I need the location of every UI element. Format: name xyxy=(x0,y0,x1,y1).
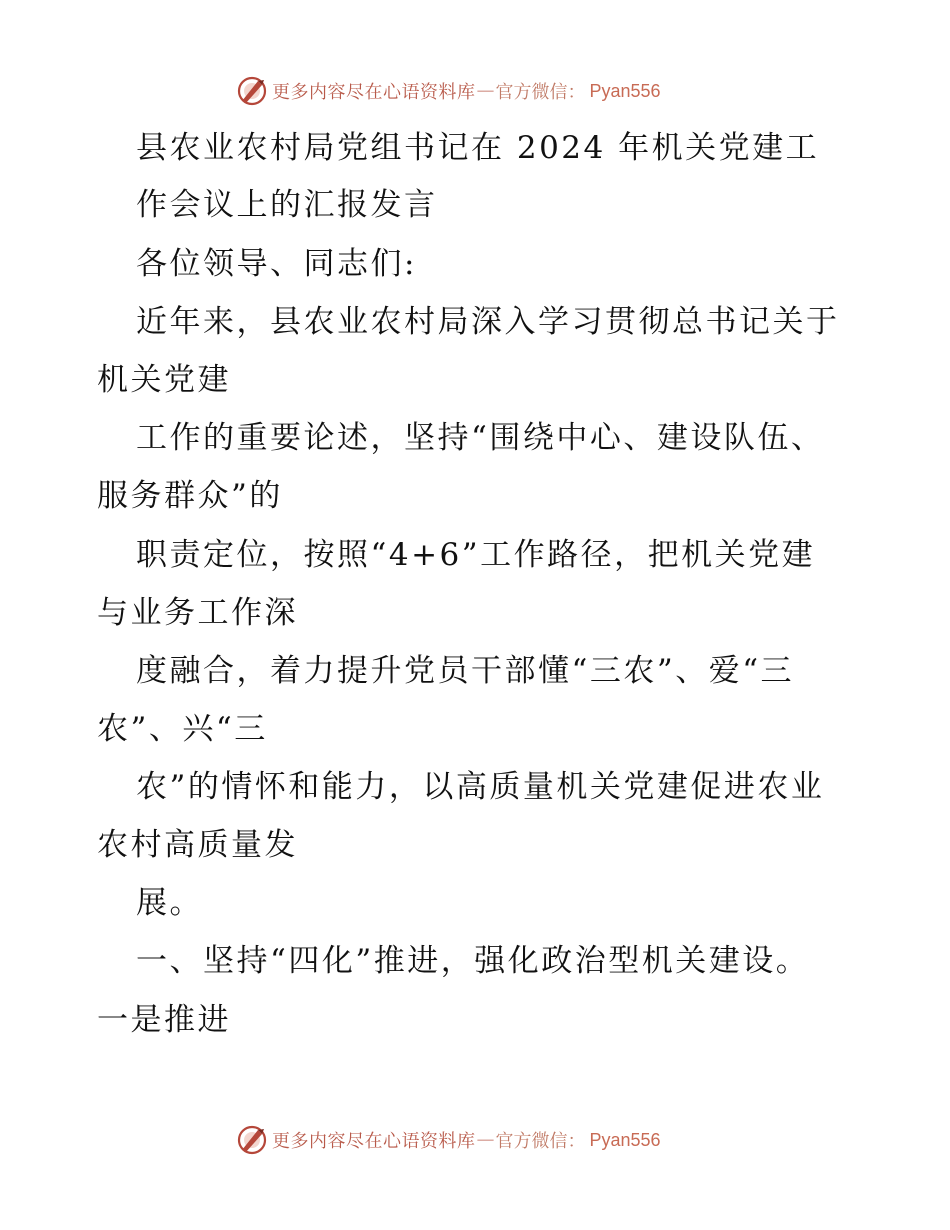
paragraph-line: 度融合，着力提升党员干部懂“三农”、爱“三 xyxy=(136,653,795,689)
footer-watermark xyxy=(236,1123,661,1157)
section-text-line: 一是推进 xyxy=(97,1002,231,1038)
paragraph-line: 农”、兴“三 xyxy=(97,711,268,747)
watermark-id: Pyan556 xyxy=(589,1129,661,1150)
paragraph-line: 工作的重要论述，坚持“围绕中心、建设队伍、 xyxy=(136,420,825,456)
paragraph-line: 服务群众”的 xyxy=(97,478,283,514)
watermark-text: 更多内容尽在心语资料库 xyxy=(272,1131,476,1152)
watermark-separator: — xyxy=(477,82,494,99)
paragraph-line: 近年来，县农业农村局深入学习贯彻总书记关于 xyxy=(136,304,840,340)
watermark-separator: — xyxy=(477,1131,494,1148)
watermark-id: Pyan556 xyxy=(589,80,661,101)
paragraph-line: 农”的情怀和能力，以高质量机关党建促进农业 xyxy=(136,769,825,805)
paragraph-line: 展。 xyxy=(136,885,203,921)
paragraph-line: 职责定位，按照“4+6”工作路径，把机关党建 xyxy=(136,537,816,573)
section-heading-line: 一、坚持“四化”推进，强化政治型机关建设。 xyxy=(136,943,810,979)
watermark-text: 更多内容尽在心语资料库 xyxy=(272,82,476,103)
pen-logo-icon xyxy=(236,1124,268,1156)
paragraph-line: 机关党建 xyxy=(97,362,231,398)
watermark-label: 官方微信： xyxy=(495,82,586,103)
title-line-2: 作会议上的汇报发言 xyxy=(136,187,438,223)
header-watermark xyxy=(236,74,661,108)
title-line-1: 县农业农村局党组书记在 2024 年机关党建工 xyxy=(136,130,820,166)
watermark-label: 官方微信： xyxy=(495,1131,586,1152)
salutation: 各位领导、同志们: xyxy=(136,246,417,282)
paragraph-line: 农村高质量发 xyxy=(97,827,298,863)
pen-logo-icon xyxy=(236,75,268,107)
paragraph-line: 与业务工作深 xyxy=(97,595,298,631)
